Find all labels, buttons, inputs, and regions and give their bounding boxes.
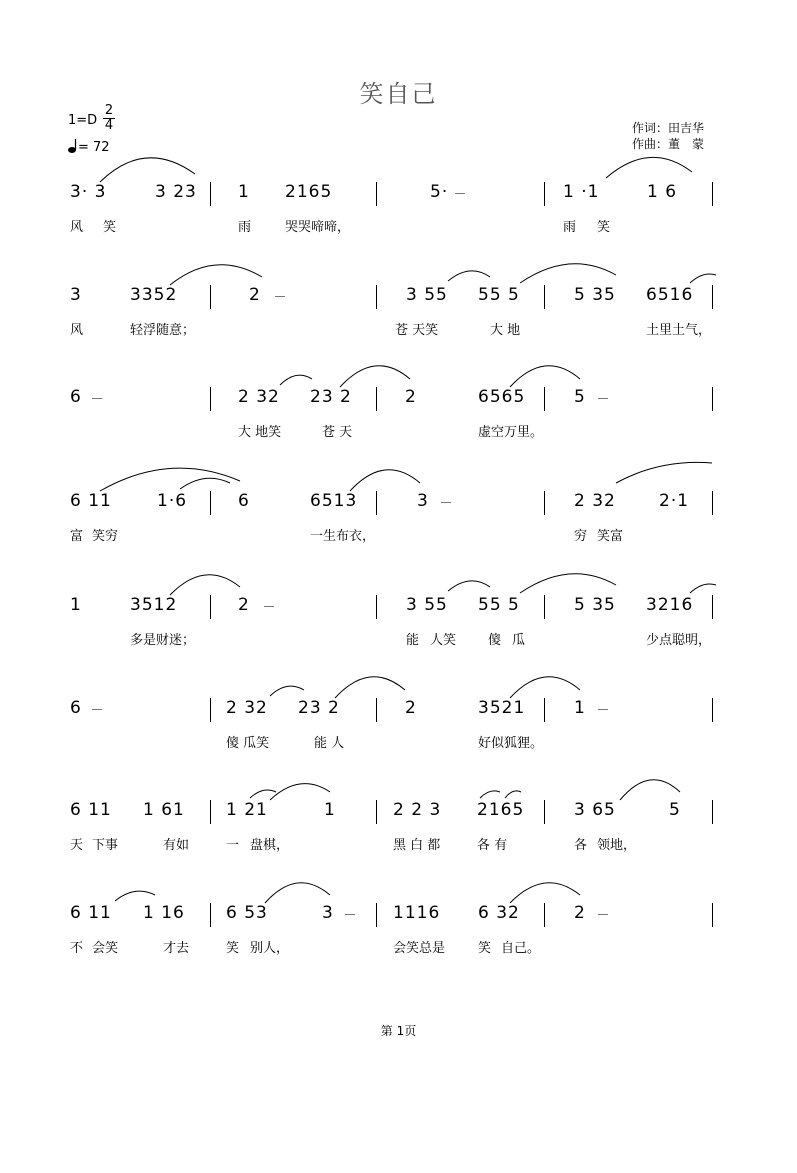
lyric-text: 会笑: [92, 941, 119, 956]
extension-dash: [92, 709, 102, 710]
bar-line: [376, 182, 377, 206]
note-group: 1116: [393, 903, 441, 923]
bar-line: [376, 285, 377, 309]
extension-dash: [92, 398, 102, 399]
lyric-text: 下事: [92, 838, 119, 853]
note-group: 2: [405, 387, 417, 407]
note-group: 1 ·1: [563, 182, 600, 202]
lyric-text: 盘棋，: [250, 838, 290, 853]
bar-line: [376, 491, 377, 515]
note-group: 2 32: [226, 698, 268, 718]
note-group: 1·6: [157, 491, 188, 511]
lyric-text: 好似狐狸。: [478, 736, 544, 751]
bar-line: [544, 698, 545, 722]
bar-line: [210, 182, 211, 206]
note-group: 5·: [430, 182, 449, 202]
bar-line: [544, 595, 545, 619]
bar-line: [376, 387, 377, 411]
note-group: 23 2: [298, 698, 340, 718]
lyric-text: 大 地笑: [238, 425, 282, 440]
extension-dash: [598, 914, 608, 915]
lyric-text: 哭哭啼啼，: [285, 220, 351, 235]
lyric-text: 穷: [574, 529, 588, 544]
lyric-text: 笑富: [597, 529, 624, 544]
note-group: 6: [70, 698, 82, 718]
bar-line: [210, 903, 211, 927]
lyric-text: 天: [70, 838, 84, 853]
time-signature-top: 2: [104, 103, 114, 118]
extension-dash: [598, 398, 608, 399]
slur-layer: [0, 150, 797, 190]
page-number: 第 1页: [380, 1024, 417, 1038]
slur-layer: [0, 355, 797, 395]
note-group: 6 11: [70, 491, 112, 511]
note-group: 2165: [285, 182, 333, 202]
lyric-text: 别人，: [250, 941, 290, 956]
lyric-text: 笑: [226, 941, 240, 956]
note-group: 3216: [646, 595, 694, 615]
note-group: 3 55: [406, 595, 448, 615]
key-signature: 1=D: [68, 113, 98, 128]
bar-line: [210, 595, 211, 619]
song-title: 笑自己: [359, 80, 438, 108]
time-signature: [102, 104, 116, 133]
note-group: 6: [70, 387, 82, 407]
note-group: 3· 3: [70, 182, 107, 202]
bar-line: [544, 491, 545, 515]
note-group: 1 21: [226, 800, 268, 820]
bar-line: [712, 595, 713, 619]
extension-dash: [598, 709, 608, 710]
note-group: 3: [322, 903, 334, 923]
note-group: 6516: [646, 285, 694, 305]
note-group: 3: [70, 285, 82, 305]
bar-line: [544, 903, 545, 927]
note-group: 2: [574, 903, 586, 923]
lyric-text: 各: [574, 838, 588, 853]
note-group: 3 65: [574, 800, 616, 820]
lyric-text: 一生布衣，: [310, 529, 376, 544]
lyric-text: 虚空万里。: [478, 425, 544, 440]
bar-line: [544, 285, 545, 309]
bar-line: [376, 698, 377, 722]
tempo-value: = 72: [78, 140, 110, 155]
note-group: 2165: [477, 800, 525, 820]
note-group: 3521: [478, 698, 526, 718]
lyric-text: 瓜: [512, 633, 526, 648]
lyric-text: 苍 天: [322, 425, 353, 440]
lyric-text: 苍 天笑: [395, 323, 439, 338]
note-group: 1: [70, 595, 82, 615]
lyric-text: 富: [70, 529, 84, 544]
note-group: 3 23: [155, 182, 197, 202]
note-group: 6 32: [478, 903, 520, 923]
note-group: 6 11: [70, 903, 112, 923]
lyric-text: 能: [406, 633, 420, 648]
lyric-text: 笑: [597, 220, 611, 235]
lyric-text: 傻 瓜笑: [226, 736, 270, 751]
note-group: 2 32: [238, 387, 280, 407]
score-system-8: [0, 901, 797, 1001]
credits: [632, 120, 704, 152]
note-group: 6565: [478, 387, 526, 407]
bar-line: [544, 800, 545, 824]
bar-line: [712, 387, 713, 411]
lyric-text: 自己。: [501, 941, 541, 956]
lyric-text: 有如: [163, 838, 190, 853]
note-group: 5 35: [574, 285, 616, 305]
lyric-text: 多是财迷；: [130, 633, 196, 648]
bar-line: [712, 182, 713, 206]
bar-line: [210, 387, 211, 411]
lyric-text: 一: [226, 838, 240, 853]
lyricist-credit: 作词：田吉华: [632, 121, 705, 135]
note-group: 1 6: [647, 182, 678, 202]
note-group: 2: [249, 285, 261, 305]
lyric-text: 各 有: [477, 838, 508, 853]
note-group: 6 11: [70, 800, 112, 820]
bar-line: [376, 903, 377, 927]
note-group: 3512: [130, 595, 178, 615]
lyric-text: 傻: [488, 633, 502, 648]
note-group: 6: [238, 491, 250, 511]
lyric-text: 风: [70, 220, 84, 235]
extension-dash: [264, 606, 274, 607]
lyric-text: 少点聪明，: [646, 633, 712, 648]
note-group: 2·1: [659, 491, 690, 511]
lyric-text: 黑 白 都: [393, 838, 441, 853]
extension-dash: [455, 193, 465, 194]
note-group: 23 2: [310, 387, 352, 407]
slur-layer: [0, 666, 797, 706]
lyric-text: 大 地: [490, 323, 521, 338]
note-group: 1 16: [143, 903, 185, 923]
note-group: 3: [417, 491, 429, 511]
lyric-text: 雨: [563, 220, 577, 235]
extension-dash: [275, 296, 285, 297]
note-group: 55 5: [478, 595, 520, 615]
lyric-text: 领地，: [597, 838, 637, 853]
lyric-text: 笑: [478, 941, 492, 956]
bar-line: [712, 903, 713, 927]
bar-line: [210, 285, 211, 309]
bar-line: [544, 182, 545, 206]
lyric-text: 笑: [103, 220, 117, 235]
lyric-text: 笑穷: [92, 529, 119, 544]
bar-line: [712, 491, 713, 515]
note-group: 2 32: [574, 491, 616, 511]
lyric-text: 才去: [163, 941, 190, 956]
lyric-text: 不: [70, 941, 84, 956]
bar-line: [376, 800, 377, 824]
lyric-text: 雨: [238, 220, 252, 235]
note-group: 1: [574, 698, 586, 718]
time-signature-bottom: 4: [104, 118, 114, 133]
bar-line: [544, 387, 545, 411]
note-group: 2: [238, 595, 250, 615]
bar-line: [712, 800, 713, 824]
note-group: 6513: [310, 491, 358, 511]
bar-line: [712, 285, 713, 309]
bar-line: [210, 698, 211, 722]
lyric-text: 土里土气，: [646, 323, 712, 338]
note-group: 5: [574, 387, 586, 407]
composer-credit: 作曲：董 蒙: [632, 137, 705, 151]
note-group: 2: [405, 698, 417, 718]
note-group: 55 5: [478, 285, 520, 305]
note-group: 5: [669, 800, 681, 820]
note-group: 6 53: [226, 903, 268, 923]
note-group: 1: [324, 800, 336, 820]
lyric-text: 人笑: [430, 633, 457, 648]
lyric-text: 风: [70, 323, 84, 338]
note-group: 1 61: [143, 800, 185, 820]
note-group: 2 2 3: [393, 800, 442, 820]
bar-line: [210, 800, 211, 824]
note-group: 3 55: [406, 285, 448, 305]
extension-dash: [441, 502, 451, 503]
lyric-text: 会笑总是: [393, 941, 446, 956]
lyric-text: 能 人: [314, 736, 345, 751]
note-group: 3352: [130, 285, 178, 305]
bar-line: [210, 491, 211, 515]
note-group: 5 35: [574, 595, 616, 615]
note-group: 1: [238, 182, 250, 202]
bar-line: [712, 698, 713, 722]
bar-line: [376, 595, 377, 619]
extension-dash: [345, 914, 355, 915]
lyric-text: 轻浮随意；: [130, 323, 196, 338]
